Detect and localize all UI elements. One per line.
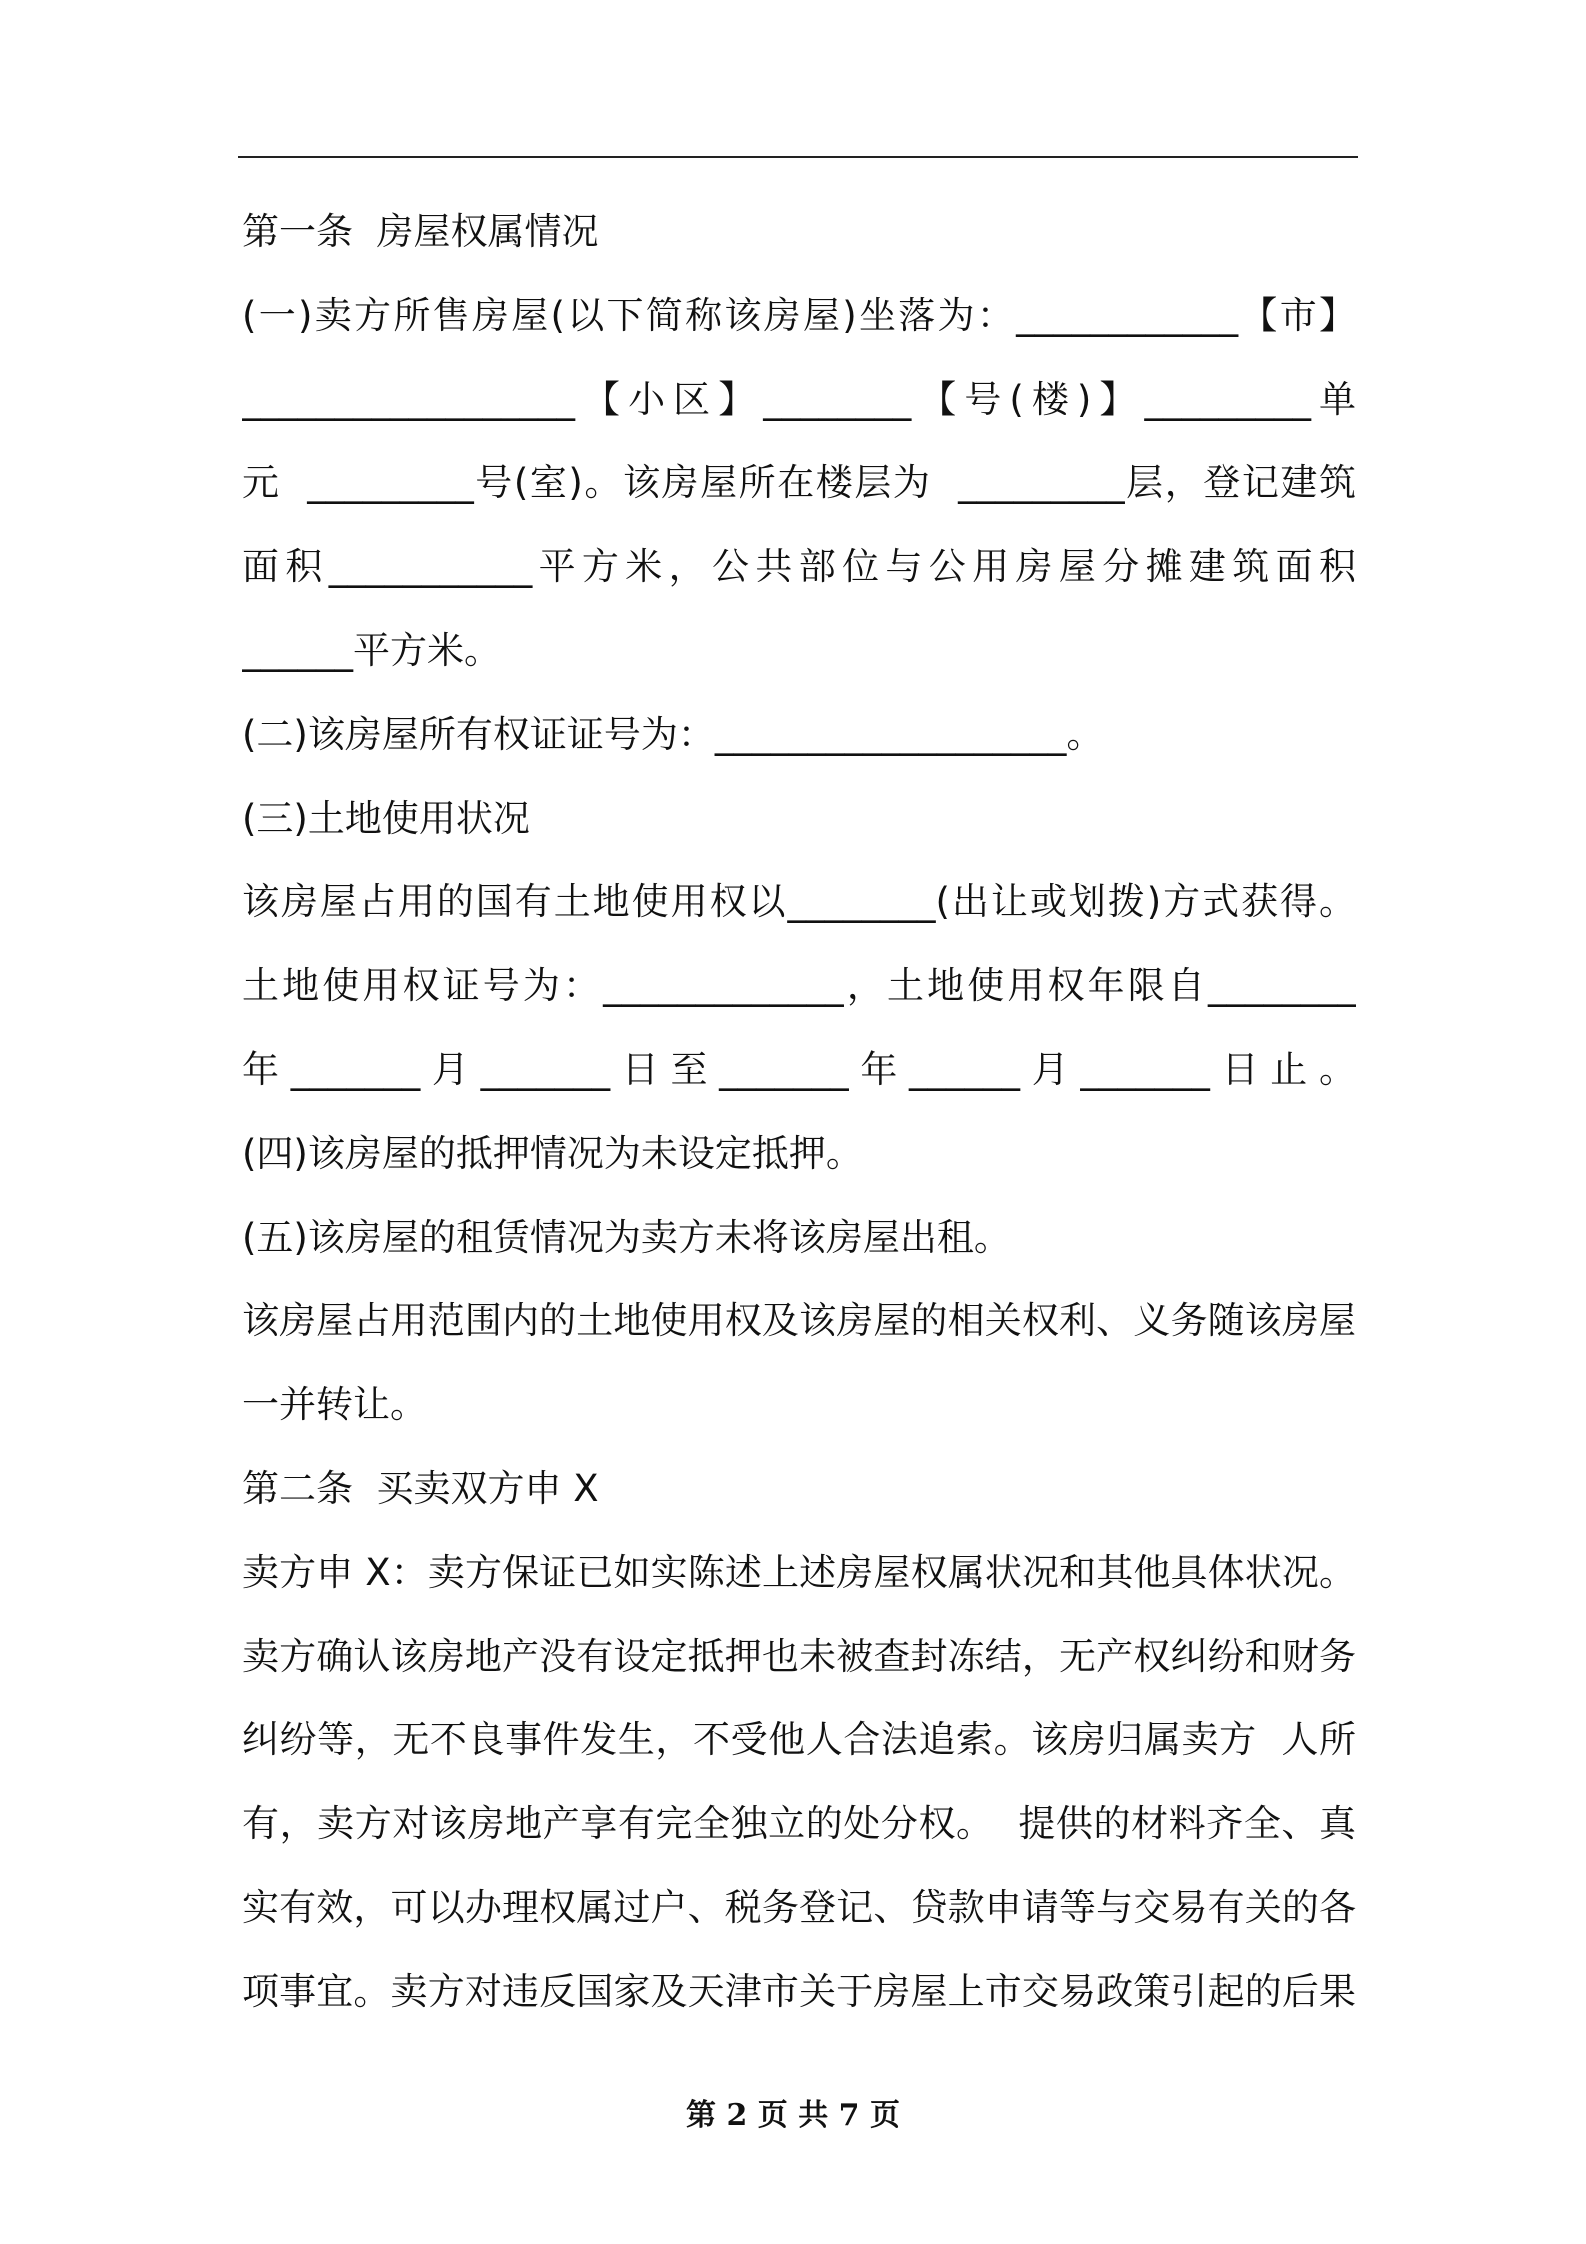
text-line: 元 _________号(室)。该房屋所在楼层为 _________层，登记建筑 — [242, 461, 1356, 505]
text-line: (三)土地使用状况 — [242, 796, 530, 840]
header-rule — [238, 156, 1358, 158]
text-line: 一并转让。 — [242, 1383, 427, 1427]
page-number: 第 2 页 共 7 页 — [686, 2098, 900, 2133]
text-line: 实有效，可以办理权属过户、税务登记、贷款申请等与交易有关的各 — [242, 1885, 1356, 1929]
article-heading: 第一条 房屋权属情况 — [242, 210, 599, 253]
text-line: 项事宜。卖方对违反国家及天津市关于房屋上市交易政策引起的后果 — [242, 1969, 1356, 2013]
text-line: 该房屋占用范围内的土地使用权及该房屋的相关权利、义务随该房屋 — [242, 1299, 1356, 1343]
text-line: (二)该房屋所有权证证号为：___________________。 — [242, 712, 1104, 756]
text-line: 该房屋占用的国有土地使用权以________(出让或划拨)方式获得。 — [242, 880, 1356, 924]
text-line: 卖方申 X：卖方保证已如实陈述上述房屋权属状况和其他具体状况。 — [242, 1550, 1356, 1594]
text-line: (一)卖方所售房屋(以下简称该房屋)坐落为：____________【市】 — [242, 293, 1356, 337]
article-heading: 第二条 买卖双方申 X — [242, 1466, 599, 1510]
text-line: 卖方确认该房地产没有设定抵押也未被查封冻结，无产权纠纷和财务 — [242, 1634, 1356, 1678]
text-line: 土地使用权证号为：_____________，土地使用权年限自________ — [242, 964, 1356, 1008]
text-line: 有，卖方对该房地产享有完全独立的处分权。 提供的材料齐全、真 — [242, 1802, 1356, 1846]
text-line: ______平方米。 — [242, 628, 501, 672]
text-line: __________________【小区】________【号(楼)】_________单 — [242, 377, 1356, 421]
text-line: (五)该房屋的租赁情况为卖方未将该房屋出租。 — [242, 1215, 1011, 1259]
text-line: 面积___________平方米，公共部位与公用房屋分摊建筑面积 — [242, 545, 1356, 589]
text-line: 纠纷等，无不良事件发生，不受他人合法追索。该房归属卖方 人所 — [242, 1718, 1356, 1762]
text-line: 年_______月_______日至_______年______月_______日止。 — [242, 1047, 1356, 1091]
contract-body — [242, 190, 1356, 2034]
text-line: (四)该房屋的抵押情况为未设定抵押。 — [242, 1131, 863, 1175]
